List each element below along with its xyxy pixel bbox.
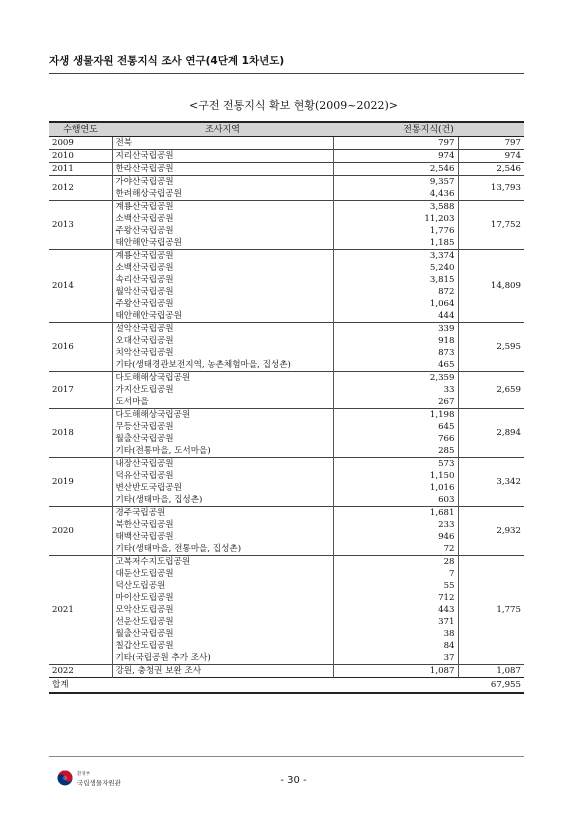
- region-cell: 다도해해상국립공원: [112, 409, 333, 422]
- count-cell: 872: [333, 286, 458, 298]
- region-cell: 지리산국립공원: [112, 150, 333, 163]
- region-cell: 가야산국립공원: [112, 176, 333, 189]
- count-cell: 946: [333, 531, 458, 543]
- region-cell: 기타(생태마을, 전통마을, 집성촌): [112, 543, 333, 556]
- count-cell: 443: [333, 604, 458, 616]
- region-cell: 다도해해상국립공원: [112, 372, 333, 385]
- count-cell: 2,359: [333, 372, 458, 385]
- table-row: [49, 262, 524, 274]
- region-cell: 태백산국립공원: [112, 531, 333, 543]
- table-row: [49, 163, 524, 176]
- year-total-cell: 2,659: [458, 372, 524, 409]
- logo-institution-name: 국립생물자원관: [77, 779, 121, 787]
- count-cell: 3,588: [333, 201, 458, 214]
- count-cell: 1,681: [333, 507, 458, 520]
- region-cell: 계룡산국립공원: [112, 201, 333, 214]
- year-cell: 2019: [49, 458, 112, 507]
- table-row: [49, 592, 524, 604]
- count-cell: 3,374: [333, 250, 458, 263]
- count-cell: 11,203: [333, 213, 458, 225]
- table-row: [49, 335, 524, 347]
- table-row: [49, 507, 524, 520]
- year-cell: 2022: [49, 665, 112, 678]
- region-cell: 속리산국립공원: [112, 274, 333, 286]
- year-total-cell: 2,894: [458, 409, 524, 458]
- grand-total-value: 67,955: [333, 678, 524, 694]
- region-cell: 선운산도립공원: [112, 616, 333, 628]
- region-cell: 북한산국립공원: [112, 519, 333, 531]
- count-cell: 1,776: [333, 225, 458, 237]
- table-row: [49, 665, 524, 678]
- count-cell: 233: [333, 519, 458, 531]
- table-row: [49, 470, 524, 482]
- region-cell: 태안해안국립공원: [112, 237, 333, 250]
- table-header-row: [49, 122, 524, 137]
- table-row: [49, 494, 524, 507]
- year-total-cell: 14,809: [458, 250, 524, 323]
- region-cell: 경주국립공원: [112, 507, 333, 520]
- table-body: [49, 137, 524, 678]
- year-cell: 2016: [49, 323, 112, 372]
- table-row: [49, 274, 524, 286]
- count-cell: 5,240: [333, 262, 458, 274]
- region-cell: 도서마을: [112, 396, 333, 409]
- count-cell: 465: [333, 359, 458, 372]
- region-cell: 강원, 충청권 보완 조사: [112, 665, 333, 678]
- region-cell: 소백산국립공원: [112, 262, 333, 274]
- table-row: [49, 237, 524, 250]
- table-row: [49, 323, 524, 336]
- count-cell: 1,198: [333, 409, 458, 422]
- year-total-cell: 13,793: [458, 176, 524, 201]
- table-row: [49, 640, 524, 652]
- count-cell: 7: [333, 568, 458, 580]
- count-cell: 797: [333, 137, 458, 150]
- region-cell: 오대산국립공원: [112, 335, 333, 347]
- header-divider: [49, 73, 524, 74]
- region-cell: 소백산국립공원: [112, 213, 333, 225]
- count-cell: 573: [333, 458, 458, 471]
- year-total-cell: 2,932: [458, 507, 524, 556]
- region-cell: 월출산국립공원: [112, 433, 333, 445]
- count-cell: 1,185: [333, 237, 458, 250]
- table-row: [49, 531, 524, 543]
- column-header-year: 수행연도: [49, 122, 112, 137]
- table-row: [49, 604, 524, 616]
- running-header-title: 자생 생물자원 전통지식 조사 연구(4단계 1차년도): [49, 55, 285, 67]
- count-cell: 918: [333, 335, 458, 347]
- table-row: [49, 568, 524, 580]
- region-cell: 한려해상국립공원: [112, 188, 333, 201]
- year-cell: 2013: [49, 201, 112, 250]
- region-cell: 전북: [112, 137, 333, 150]
- region-cell: 대둔산도립공원: [112, 568, 333, 580]
- region-cell: 덕유산국립공원: [112, 470, 333, 482]
- region-cell: 변산반도국립공원: [112, 482, 333, 494]
- region-cell: 설악산국립공원: [112, 323, 333, 336]
- region-cell: 기타(국립공원 추가 조사): [112, 652, 333, 665]
- table-row: [49, 225, 524, 237]
- region-cell: 주왕산국립공원: [112, 298, 333, 310]
- count-cell: 603: [333, 494, 458, 507]
- column-header-region: 조사지역: [112, 122, 333, 137]
- table-row: [49, 201, 524, 214]
- region-cell: 고복저수지도립공원: [112, 556, 333, 569]
- count-cell: 712: [333, 592, 458, 604]
- count-cell: 55: [333, 580, 458, 592]
- year-cell: 2014: [49, 250, 112, 323]
- count-cell: 285: [333, 445, 458, 458]
- table-row: [49, 286, 524, 298]
- table-row: [49, 310, 524, 323]
- table-row: [49, 580, 524, 592]
- count-cell: 1,064: [333, 298, 458, 310]
- region-cell: 월악산국립공원: [112, 286, 333, 298]
- count-cell: 28: [333, 556, 458, 569]
- year-cell: 2018: [49, 409, 112, 458]
- region-cell: 기타(전통마을, 도서마을): [112, 445, 333, 458]
- region-cell: 월출산국립공원: [112, 628, 333, 640]
- region-cell: 무등산국립공원: [112, 421, 333, 433]
- count-cell: 974: [333, 150, 458, 163]
- grand-total-label: 합계: [49, 678, 112, 694]
- count-cell: 371: [333, 616, 458, 628]
- table-row: [49, 359, 524, 372]
- count-cell: 84: [333, 640, 458, 652]
- year-cell: 2009: [49, 137, 112, 150]
- table-row: [49, 482, 524, 494]
- count-cell: 33: [333, 384, 458, 396]
- table-row: [49, 213, 524, 225]
- year-total-cell: 17,752: [458, 201, 524, 250]
- table-row: [49, 396, 524, 409]
- count-cell: 444: [333, 310, 458, 323]
- table-caption: <구전 전통지식 확보 현황(2009~2022)>: [189, 99, 398, 112]
- year-total-cell: 974: [458, 150, 524, 163]
- count-cell: 1,016: [333, 482, 458, 494]
- table-row: [49, 298, 524, 310]
- year-total-cell: 3,342: [458, 458, 524, 507]
- region-cell: 칠갑산도립공원: [112, 640, 333, 652]
- count-cell: 37: [333, 652, 458, 665]
- region-cell: 가지산도립공원: [112, 384, 333, 396]
- region-cell: 한라산국립공원: [112, 163, 333, 176]
- year-total-cell: 1,775: [458, 556, 524, 665]
- region-cell: 모악산도립공원: [112, 604, 333, 616]
- count-cell: 9,357: [333, 176, 458, 189]
- table-row: [49, 384, 524, 396]
- region-cell: 마이산도립공원: [112, 592, 333, 604]
- table-row: [49, 519, 524, 531]
- count-cell: 339: [333, 323, 458, 336]
- table-row: [49, 347, 524, 359]
- table-row: [49, 150, 524, 163]
- year-total-cell: 797: [504, 138, 521, 148]
- region-cell: 기타(생태마을, 집성촌): [112, 494, 333, 507]
- region-cell: 주왕산국립공원: [112, 225, 333, 237]
- year-total-cell: 2,546: [458, 163, 524, 176]
- table-row: [49, 188, 524, 201]
- table-row: [49, 543, 524, 556]
- year-total-cell: 1,087: [458, 665, 524, 678]
- count-cell: 766: [333, 433, 458, 445]
- count-cell: 1,087: [333, 665, 458, 678]
- year-cell: 2020: [49, 507, 112, 556]
- count-cell: 38: [333, 628, 458, 640]
- table-row: [49, 409, 524, 422]
- region-cell: 기타(생태경관보전지역, 농촌체험마을, 집성촌): [112, 359, 333, 372]
- table-row: [49, 445, 524, 458]
- table-row: [49, 556, 524, 569]
- grand-total-row: [49, 678, 524, 694]
- table-row: [49, 458, 524, 471]
- region-cell: 치악산국립공원: [112, 347, 333, 359]
- traditional-knowledge-table: [49, 121, 524, 694]
- count-cell: 3,815: [333, 274, 458, 286]
- year-cell: 2010: [49, 150, 112, 163]
- count-cell: 873: [333, 347, 458, 359]
- table-row: [49, 616, 524, 628]
- grand-total-spacer: [112, 678, 333, 694]
- year-cell: 2021: [49, 556, 112, 665]
- region-cell: 계룡산국립공원: [112, 250, 333, 263]
- logo-ministry-label: 환경부: [77, 772, 91, 777]
- table-row: [49, 628, 524, 640]
- table-row: [49, 433, 524, 445]
- count-cell: 2,546: [333, 163, 458, 176]
- table-row: [49, 421, 524, 433]
- year-total-cell: 2,595: [458, 323, 524, 372]
- count-cell: 1,150: [333, 470, 458, 482]
- count-cell: 4,436: [333, 188, 458, 201]
- count-cell: 267: [333, 396, 458, 409]
- year-cell: 2017: [49, 372, 112, 409]
- year-cell: 2011: [49, 163, 112, 176]
- table-row: [49, 176, 524, 189]
- table-row: [49, 137, 524, 150]
- table-row: [49, 250, 524, 263]
- region-cell: 덕산도립공원: [112, 580, 333, 592]
- year-cell: 2012: [49, 176, 112, 201]
- footer-divider: [49, 756, 524, 757]
- region-cell: 내장산국립공원: [112, 458, 333, 471]
- count-cell: 645: [333, 421, 458, 433]
- region-cell: 태안해안국립공원: [112, 310, 333, 323]
- column-header-count: 전통지식(건): [333, 122, 524, 137]
- count-cell: 72: [333, 543, 458, 556]
- table-row: [49, 372, 524, 385]
- page-number: - 30 -: [280, 775, 307, 786]
- table-row: [49, 652, 524, 665]
